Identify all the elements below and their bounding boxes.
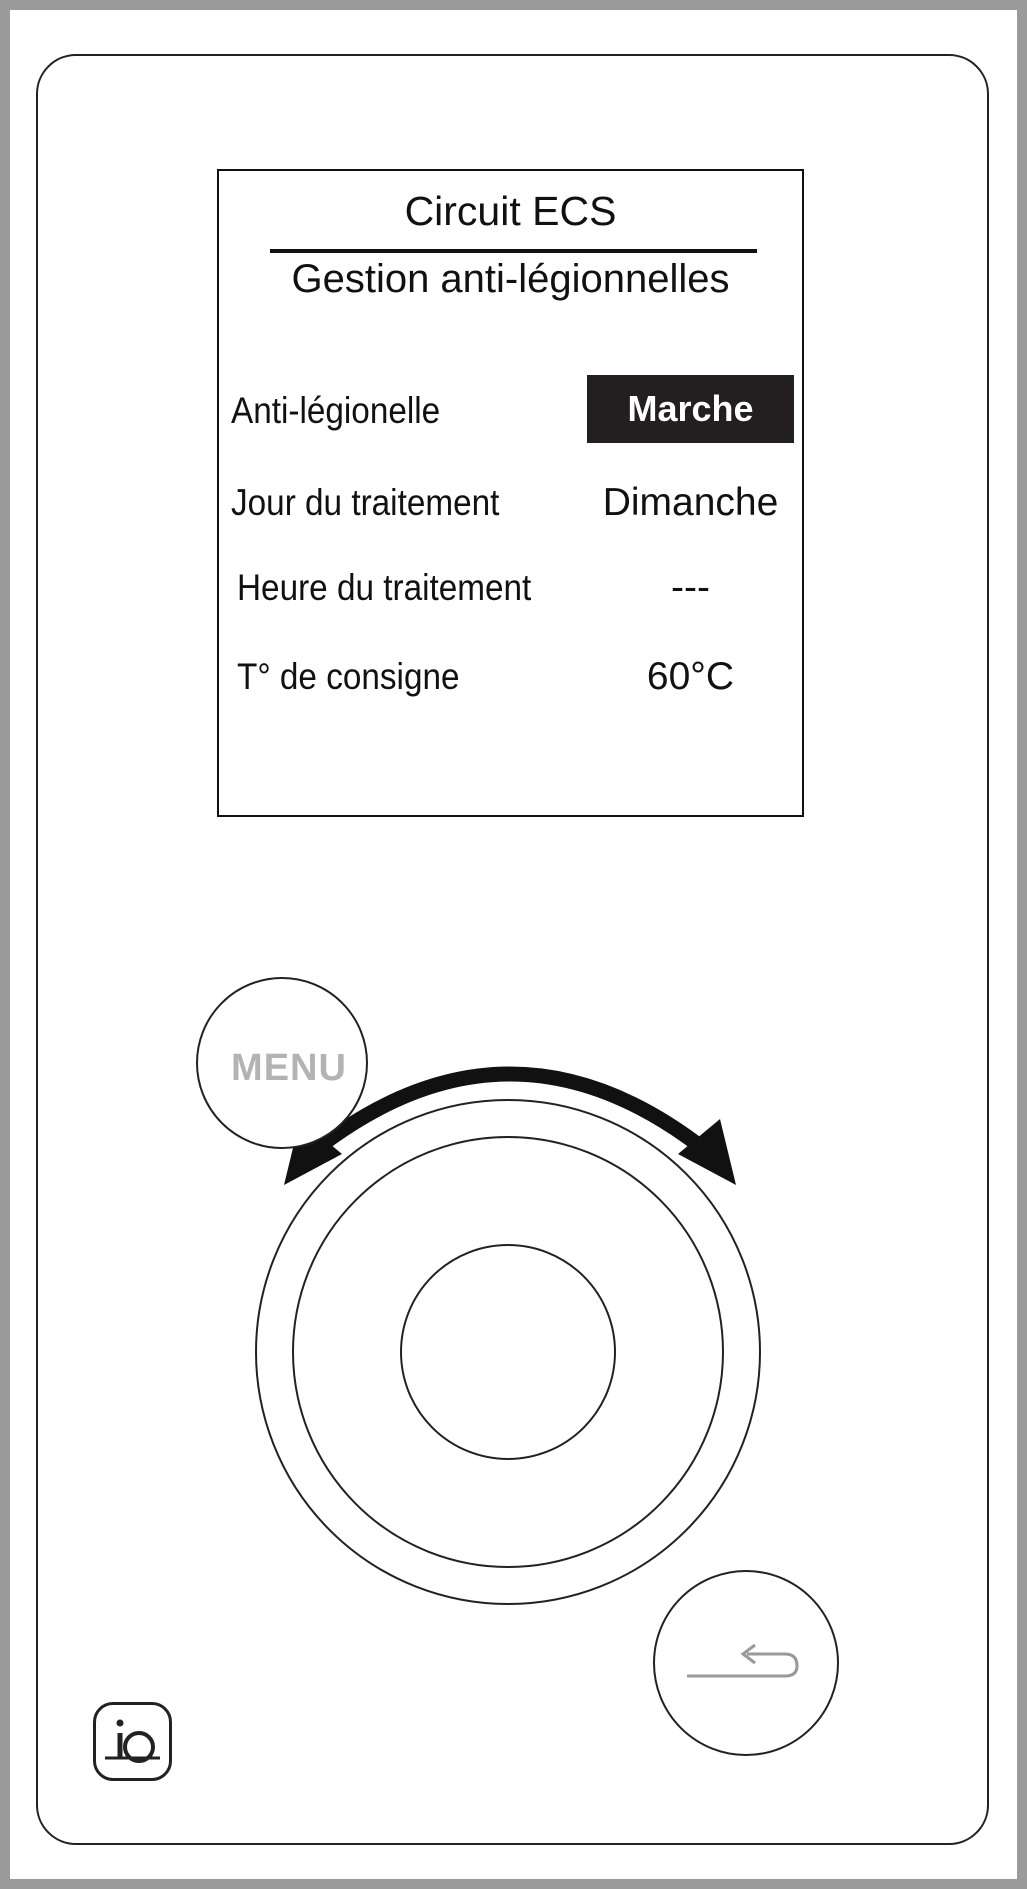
setting-value-anti-legionelle[interactable]: Marche (587, 375, 794, 443)
back-button[interactable] (653, 1570, 839, 1756)
center-ok-button[interactable] (401, 1245, 615, 1459)
screen-subtitle: Gestion anti-légionnelles (291, 257, 730, 301)
menu-button[interactable] (196, 977, 368, 1149)
rotary-knob[interactable] (293, 1137, 723, 1567)
menu-button-label: MENU (231, 1046, 347, 1089)
io-logo-icon (93, 1702, 172, 1781)
setting-label-heure-traitement: Heure du traitement (237, 567, 532, 608)
setting-label-temperature-consigne: T° de consigne (237, 656, 460, 697)
setting-value-heure-traitement[interactable]: --- (671, 566, 710, 609)
setting-value-temperature-consigne[interactable]: 60°C (646, 655, 735, 698)
screen-title: Circuit ECS (404, 188, 617, 234)
setting-label-jour-traitement: Jour du traitement (231, 482, 500, 523)
setting-value-jour-traitement[interactable]: Dimanche (602, 481, 779, 524)
setting-label-anti-legionelle: Anti-légionelle (231, 390, 441, 431)
return-arrow-icon (655, 1572, 841, 1758)
dial-outer-ring[interactable] (256, 1100, 760, 1604)
